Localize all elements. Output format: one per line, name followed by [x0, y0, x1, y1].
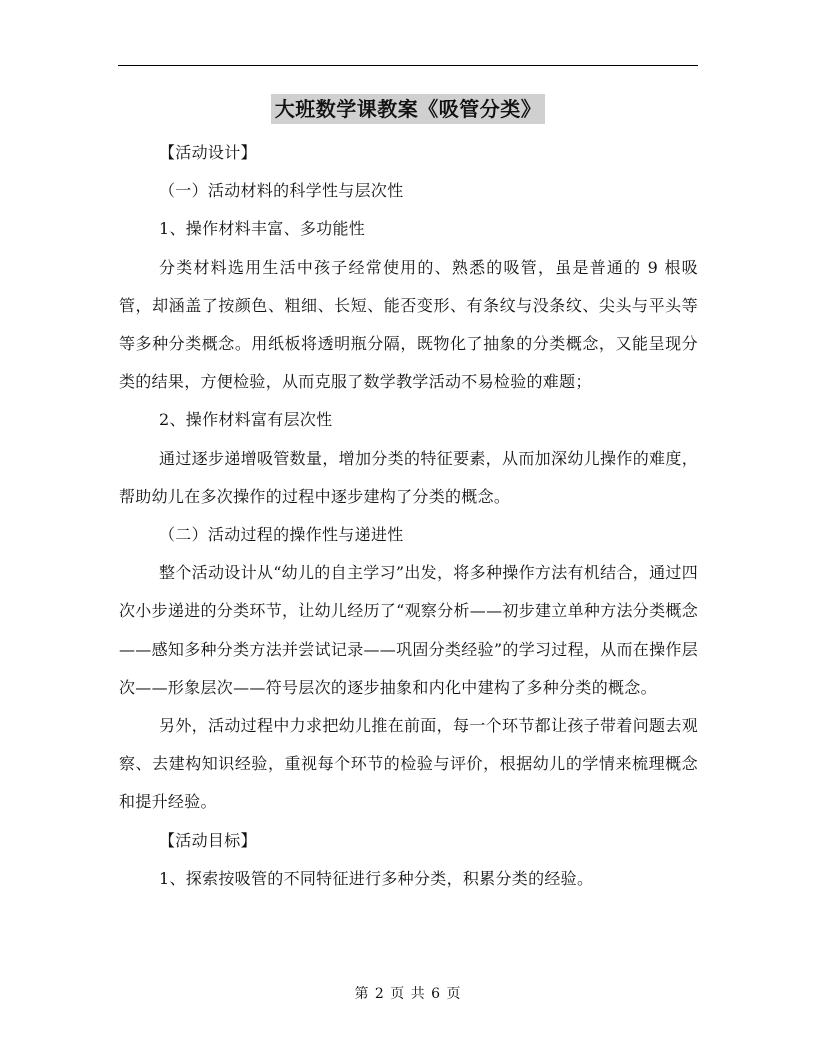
document-body — [119, 134, 698, 898]
paragraph-materials-description: 分类材料选用生活中孩子经常使用的、熟悉的吸管，虽是普通的 9 根吸管，却涵盖了按颜色、粗细、长短、能否变形、有条纹与没条纹、尖头与平头等等多种分类概念。用纸板将透明瓶分隔，既物化了抽象的分类概念，又能呈现分类的结果，方便检验，从而克服了数学教学活动不易检验的难题； — [119, 257, 698, 392]
paragraph-additional-notes: 另外，活动过程中力求把幼儿推在前面，每一个环节都让孩子带着问题去观察、去建构知识经验，重视每个环节的检验与评价，根据幼儿的学情来梳理概念和提升经验。 — [119, 716, 698, 812]
paragraph-process-description: 整个活动设计从“幼儿的自主学习”出发，将多种操作方法有机结合，通过四次小步递进的分类环节，让幼儿经历了“观察分析——初步建立单种方法分类概念——感知多种分类方法并尝试记录——巩固分类经验”的学习过程，从而在操作层次——形象层次——符号层次的逐步抽象和内化中建构了多种分类的概念。 — [119, 563, 698, 697]
list-item-rich-materials: 1、操作材料丰富、多功能性 — [159, 219, 366, 239]
subsection-heading-process: （二）活动过程的操作性与递进性 — [159, 525, 404, 545]
page-footer: 第 2 页 共 6 页 — [354, 986, 462, 1002]
page-title: 大班数学课教案《吸管分类》 — [271, 94, 546, 124]
paragraph-layered-description: 通过逐步递增吸管数量，增加分类的特征要素，从而加深幼儿操作的难度，帮助幼儿在多次操作的过程中逐步建构了分类的概念。 — [119, 448, 698, 506]
section-heading-goals: 【活动目标】 — [159, 830, 257, 850]
list-item-goal-1: 1、探索按吸管的不同特征进行多种分类，积累分类的经验。 — [159, 868, 594, 888]
section-heading-design: 【活动设计】 — [159, 143, 257, 162]
title-container — [0, 94, 816, 124]
header-rule — [118, 65, 698, 66]
list-item-layered-materials: 2、操作材料富有层次性 — [159, 410, 333, 430]
subsection-heading-materials: （一）活动材料的科学性与层次性 — [159, 181, 404, 201]
